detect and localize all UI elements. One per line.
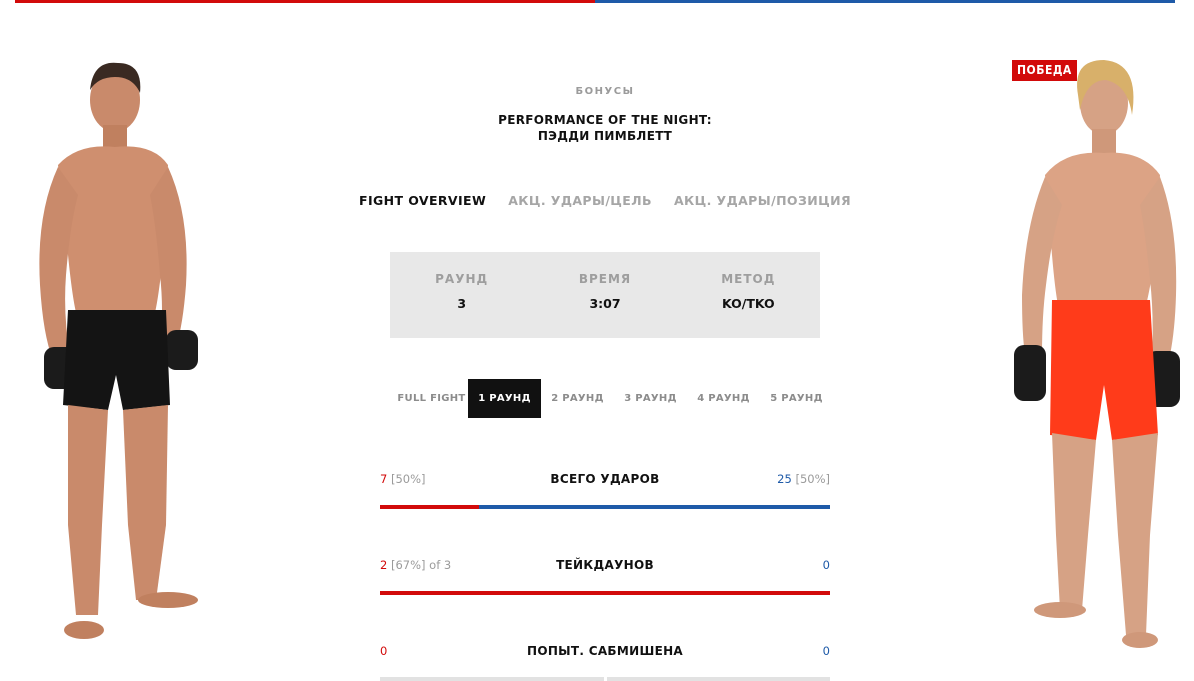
corner-color-bar	[15, 0, 1175, 3]
bonus-title-line1: PERFORMANCE OF THE NIGHT:	[498, 113, 712, 127]
stat-right-value	[777, 472, 830, 486]
round-tab-5[interactable]: 5 РАУНД	[770, 393, 823, 404]
bonus-title-line2: ПЭДДИ ПИМБЛЕТТ	[537, 129, 673, 143]
round-tab-2[interactable]: 2 РАУНД	[551, 393, 604, 404]
stat-right-value	[823, 558, 830, 572]
stat-bar	[380, 591, 830, 595]
left-count: 7	[380, 472, 388, 486]
stat-bar-left-empty	[380, 677, 604, 681]
right-count: 0	[822, 644, 830, 658]
right-count: 25	[777, 472, 792, 486]
round-tab-4[interactable]: 4 РАУНД	[697, 393, 750, 404]
round-tab-1[interactable]: 1 РАУНД	[468, 379, 541, 418]
stat-takedowns	[380, 558, 830, 576]
round-value: 3	[457, 296, 467, 311]
round-info	[390, 252, 533, 338]
method-label: МЕТОД	[721, 272, 776, 286]
fight-result-box	[390, 252, 820, 338]
stat-submission-attempts	[380, 644, 830, 662]
round-label: РАУНД	[435, 272, 489, 286]
left-count: 0	[380, 644, 388, 658]
right-fighter-photo	[1000, 55, 1194, 655]
left-detail: [67%] of 3	[387, 558, 452, 572]
stat-name: ТЕЙКДАУНОВ	[556, 558, 654, 572]
left-detail: [50%]	[387, 472, 426, 486]
red-corner-bar	[15, 0, 595, 3]
stat-row	[380, 558, 830, 576]
time-info	[533, 252, 676, 338]
stat-total-strikes	[380, 472, 830, 490]
stat-row	[380, 472, 830, 490]
fighter-silhouette-icon	[1000, 55, 1194, 655]
tab-fight-overview[interactable]: FIGHT OVERVIEW	[359, 193, 487, 208]
bonus-title	[380, 112, 830, 144]
stat-name: ВСЕГО УДАРОВ	[550, 472, 660, 486]
stat-row	[380, 644, 830, 662]
left-count: 2	[380, 558, 388, 572]
round-selector	[395, 379, 825, 418]
stat-name: ПОПЫТ. САБМИШЕНА	[526, 644, 684, 658]
left-fighter-photo	[18, 55, 218, 655]
right-detail: [50%]	[791, 472, 830, 486]
stat-bar-red	[380, 505, 479, 509]
round-tab-full-fight[interactable]: FULL FIGHT	[397, 393, 466, 404]
time-label: ВРЕМЯ	[578, 272, 632, 286]
time-value: 3:07	[589, 296, 621, 311]
method-value: KO/TKO	[722, 296, 775, 311]
fighter-silhouette-icon	[18, 55, 218, 655]
blue-corner-bar	[595, 0, 1175, 3]
stat-bar-red	[380, 591, 830, 595]
win-badge: ПОБЕДА	[1012, 60, 1077, 81]
method-info	[677, 252, 820, 338]
round-tab-3[interactable]: 3 РАУНД	[624, 393, 677, 404]
tab-strikes-target[interactable]: АКЦ. УДАРЫ/ЦЕЛЬ	[508, 193, 652, 208]
stat-bar	[380, 677, 830, 681]
tab-strikes-position[interactable]: АКЦ. УДАРЫ/ПОЗИЦИЯ	[673, 193, 851, 208]
stat-right-value	[823, 644, 830, 658]
stat-bar	[380, 505, 830, 509]
stats-tabs	[359, 193, 851, 208]
stat-bar-right-empty	[607, 677, 831, 681]
stat-bar-blue	[479, 505, 830, 509]
right-count: 0	[822, 558, 830, 572]
bonus-label: БОНУСЫ	[575, 86, 635, 97]
